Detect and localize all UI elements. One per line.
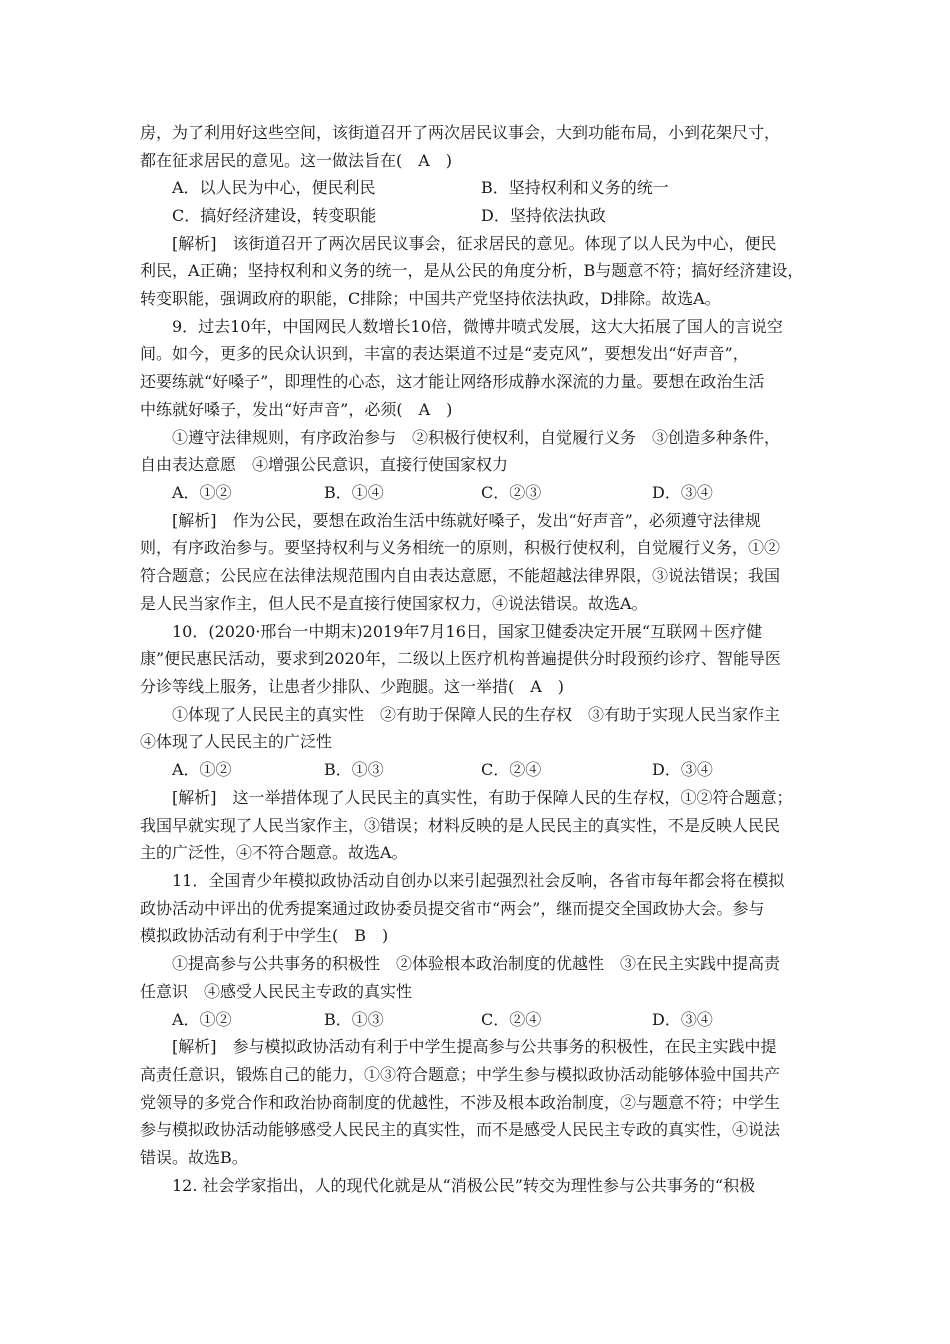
q9-option-d: D．③④ bbox=[652, 483, 713, 502]
q11-analysis-line: [解析] 参与模拟政协活动有利于中学生提高参与公共事务的积极性，在民主实践中提 bbox=[172, 1037, 777, 1056]
q10-option-c: C．②④ bbox=[481, 760, 542, 779]
q10-option-a: A．①② bbox=[172, 760, 232, 779]
q8-analysis-line: [解析] 该街道召开了两次居民议事会，征求居民的意见。体现了以人民为中心，便民 bbox=[172, 234, 777, 253]
q9-option-a: A．①② bbox=[172, 483, 232, 502]
q10-analysis-line: 我国早就实现了人民当家作主，③错误；材料反映的是人民民主的真实性，不是反映人民民 bbox=[140, 816, 781, 835]
q9-option-c: C．②③ bbox=[481, 483, 542, 502]
q11-item-line: 任意识 ④感受人民民主专政的真实性 bbox=[140, 982, 413, 1001]
q11-item-line: ①提高参与公共事务的积极性 ②体验根本政治制度的优越性 ③在民主实践中提高责 bbox=[172, 954, 781, 973]
q8-option-c: C．搞好经济建设，转变职能 bbox=[172, 206, 377, 225]
q11-stem-line: 政协活动中评出的优秀提案通过政协委员提交省市“两会”，继而提交全国政协大会。参与 bbox=[140, 899, 765, 918]
q10-stem-line: 10．(2020·邢台一中期末)2019年7月16日，国家卫健委决定开展“互联网＋医疗健 bbox=[172, 622, 763, 641]
q11-option-c: C．②④ bbox=[481, 1010, 542, 1029]
q9-stem-line: 9．过去10年，中国网民人数增长10倍，微博井喷式发展，这大大拓展了国人的言说空 bbox=[172, 317, 783, 336]
q10-option-d: D．③④ bbox=[652, 760, 713, 779]
q11-analysis-line: 高责任意识，锻炼自己的能力，①③符合题意；中学生参与模拟政协活动能够体验中国共产 bbox=[140, 1065, 781, 1084]
q10-analysis-line: [解析] 这一举措体现了人民民主的真实性，有助于保障人民的生存权，①②符合题意； bbox=[172, 788, 793, 807]
q8-analysis-line: 利民，A正确；坚持权利和义务的统一，是从公民的角度分析，B与题意不符；搞好经济建设， bbox=[140, 261, 804, 280]
q9-analysis-line: [解析] 作为公民，要想在政治生活中练就好嗓子，发出“好声音”，必须遵守法律规 bbox=[172, 511, 761, 530]
q10-option-b: B．①③ bbox=[324, 760, 384, 779]
q11-option-d: D．③④ bbox=[652, 1010, 713, 1029]
q10-item-line: ④体现了人民民主的广泛性 bbox=[140, 732, 333, 751]
q10-item-line: ①体现了人民民主的真实性 ②有助于保障人民的生存权 ③有助于实现人民当家作主 bbox=[172, 705, 781, 724]
q9-stem-line: 还要练就“好嗓子”，即理性的心态，这才能让网络形成静水深流的力量。要想在政治生活 bbox=[140, 372, 765, 391]
q9-option-b: B．①④ bbox=[324, 483, 384, 502]
q10-stem-line: 分诊等线上服务，让患者少排队、少跑腿。这一举措( A ) bbox=[140, 677, 565, 696]
q12-stem-line: 12. 社会学家指出，人的现代化就是从“消极公民”转交为理性参与公共事务的“积极 bbox=[172, 1176, 756, 1195]
q11-analysis-line: 参与模拟政协活动能够感受人民民主的真实性，而不是感受人民民主专政的真实性，④说法 bbox=[140, 1120, 781, 1139]
q11-stem-line: 11．全国青少年模拟政协活动自创办以来引起强烈社会反响，各省市每年都会将在模拟 bbox=[172, 871, 785, 890]
q8-stem-line: 都在征求居民的意见。这一做法旨在( A ) bbox=[140, 151, 453, 170]
q9-stem-line: 间。如今，更多的民众认识到，丰富的表达渠道不过是“麦克风”，要想发出“好声音”， bbox=[140, 344, 749, 363]
q8-option-a: A．以人民为中心，便民利民 bbox=[172, 178, 376, 197]
q9-analysis-line: 符合题意；公民应在法律法规范围内自由表达意愿，不能超越法律界限，③说法错误；我国 bbox=[140, 566, 781, 585]
q9-item-line: 自由表达意愿 ④增强公民意识，直接行使国家权力 bbox=[140, 455, 509, 474]
q11-option-b: B．①③ bbox=[324, 1010, 384, 1029]
q10-analysis-line: 主的广泛性，④不符合题意。故选A。 bbox=[140, 843, 408, 862]
q8-option-d: D．坚持依法执政 bbox=[481, 206, 606, 225]
q8-analysis-line: 转变职能，强调政府的职能，C排除；中国共产党坚持依法执政，D排除。故选A。 bbox=[140, 289, 721, 308]
q9-analysis-line: 则，有序政治参与。要坚持权利与义务相统一的原则，积极行使权利，自觉履行义务，①② bbox=[140, 538, 781, 557]
q9-analysis-line: 是人民当家作主，但人民不是直接行使国家权力，④说法错误。故选A。 bbox=[140, 594, 648, 613]
q10-stem-line: 康”便民惠民活动，要求到2020年，二级以上医疗机构普遍提供分时段预约诊疗、智能导医 bbox=[140, 649, 781, 668]
q9-stem-line: 中练就好嗓子，发出“好声音”，必须( A ) bbox=[140, 400, 453, 419]
q8-stem-line: 房，为了利用好这些空间，该街道召开了两次居民议事会，大到功能布局，小到花架尺寸， bbox=[140, 123, 781, 142]
q9-item-line: ①遵守法律规则，有序政治参与 ②积极行使权利，自觉履行义务 ③创造多种条件， bbox=[172, 428, 781, 447]
q11-option-a: A．①② bbox=[172, 1010, 232, 1029]
q11-stem-line: 模拟政协活动有利于中学生( B ) bbox=[140, 926, 389, 945]
q11-analysis-line: 党领导的多党合作和政治协商制度的优越性，不涉及根本政治制度，②与题意不符；中学生 bbox=[140, 1093, 781, 1112]
q8-option-b: B．坚持权利和义务的统一 bbox=[481, 178, 669, 197]
q11-analysis-line: 错误。故选B。 bbox=[140, 1148, 248, 1167]
